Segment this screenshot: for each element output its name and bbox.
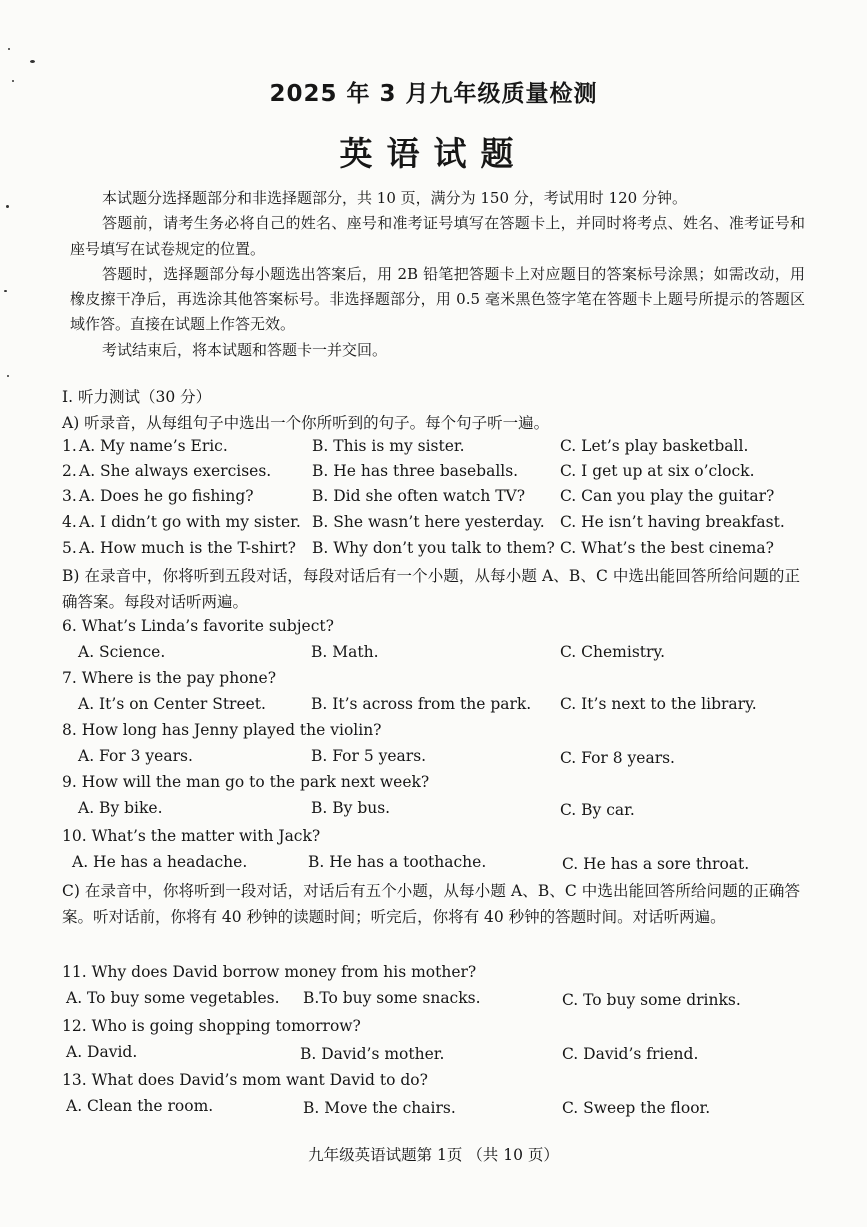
exam-instructions: [70, 186, 805, 363]
option-b: B. She wasn’t here yesterday.: [312, 513, 545, 531]
option-a: A. For 3 years.: [78, 747, 193, 765]
option-c: C. To buy some drinks.: [562, 991, 741, 1009]
option-a: A. By bike.: [78, 799, 163, 817]
option-b: B. It’s across from the park.: [311, 695, 532, 713]
question-number: 2.: [62, 462, 77, 480]
question-text: 12. Who is going shopping tomorrow?: [62, 1017, 361, 1035]
question-text: 8. How long has Jenny played the violin?: [62, 721, 382, 739]
option-c: C. I get up at six o’clock.: [560, 462, 755, 480]
subject-title: 英语试题: [339, 134, 528, 173]
option-b: B.To buy some snacks.: [303, 989, 481, 1007]
section-title: I. 听力测试（30 分）: [62, 388, 212, 406]
question-text: 10. What’s the matter with Jack?: [62, 827, 321, 845]
option-a: A. Clean the room.: [66, 1097, 214, 1115]
option-b: B. He has a toothache.: [308, 853, 487, 871]
scan-speck: [8, 48, 10, 50]
part-a-instruction: A) 听录音，从每组句子中选出一个你所听到的句子。每个句子听一遍。: [62, 414, 550, 432]
option-a: A. He has a headache.: [72, 853, 248, 871]
question-text: 6. What’s Linda’s favorite subject?: [62, 617, 334, 635]
option-b: B. Did she often watch TV?: [312, 487, 526, 505]
option-c: C. Can you play the guitar?: [560, 487, 775, 505]
question-text: 7. Where is the pay phone?: [62, 669, 277, 687]
option-b: B. This is my sister.: [312, 437, 465, 455]
question-number: 5.: [62, 539, 77, 557]
option-c: C. It’s next to the library.: [560, 695, 757, 713]
option-b: B. Math.: [311, 643, 379, 661]
question-text: 11. Why does David borrow money from his mother?: [62, 963, 477, 981]
exam-title: 2025 年 3 月九年级质量检测: [269, 81, 598, 107]
option-a: A. Science.: [78, 643, 166, 661]
option-a: A. How much is the T-shirt?: [79, 539, 296, 557]
part-b-instruction: B) 在录音中，你将听到五段对话，每段对话后有一个小题，从每小题 A、B、C 中选出能回答所给问题的正确答案。每段对话听两遍。: [62, 567, 800, 611]
option-a: A. To buy some vegetables.: [66, 989, 280, 1007]
page-footer: 九年级英语试题第 1页 （共 10 页）: [308, 1146, 559, 1164]
question-text: 9. How will the man go to the park next week?: [62, 773, 430, 791]
scan-speck: [4, 290, 7, 292]
question-number: 1.: [62, 437, 77, 455]
option-a: A. Does he go fishing?: [79, 487, 254, 505]
option-b: B. Why don’t you talk to them?: [312, 539, 555, 557]
option-a: A. She always exercises.: [79, 462, 272, 480]
option-b: B. By bus.: [311, 799, 391, 817]
option-c: C. Let’s play basketball.: [560, 437, 749, 455]
instruction-paragraph: 答题前，请考生务必将自己的姓名、座号和准考证号填写在答题卡上，并同时将考点、姓名、准考证号和座号填写在试卷规定的位置。: [70, 214, 805, 258]
option-a: A. My name’s Eric.: [79, 437, 228, 455]
option-c: C. What’s the best cinema?: [560, 539, 774, 557]
option-c: C. David’s friend.: [562, 1045, 699, 1063]
option-b: B. Move the chairs.: [303, 1099, 456, 1117]
option-b: B. David’s mother.: [300, 1045, 445, 1063]
option-c: C. He has a sore throat.: [562, 855, 750, 873]
option-b: B. For 5 years.: [311, 747, 427, 765]
option-a: A. It’s on Center Street.: [78, 695, 266, 713]
scan-speck: [6, 205, 9, 208]
option-c: C. By car.: [560, 801, 635, 819]
instruction-paragraph: 本试题分选择题部分和非选择题部分，共 10 页，满分为 150 分，考试用时 120 分钟。: [102, 189, 687, 207]
option-a: A. I didn’t go with my sister.: [79, 513, 301, 531]
option-c: C. Chemistry.: [560, 643, 666, 661]
option-c: C. Sweep the floor.: [562, 1099, 711, 1117]
instruction-paragraph: 答题时，选择题部分每小题选出答案后，用 2B 铅笔把答题卡上对应题目的答案标号涂黑；如需改动，用橡皮擦干净后，再选涂其他答案标号。非选择题部分，用 0.5 毫米黑色签字笔在答题卡上题号所提示的答题区域作答。直接在试题上作答无效。: [70, 264, 805, 334]
option-b: B. He has three baseballs.: [312, 462, 519, 480]
scan-speck: [7, 375, 9, 377]
option-a: A. David.: [66, 1043, 138, 1061]
option-c: C. He isn’t having breakfast.: [560, 513, 785, 531]
scan-speck: [30, 60, 35, 63]
question-text: 13. What does David’s mom want David to do?: [62, 1071, 428, 1089]
part-c-instruction: C) 在录音中，你将听到一段对话，对话后有五个小题，从每小题 A、B、C 中选出能回答所给问题的正确答案。听对话前，你将有 40 秒钟的读题时间；听完后，你将有 40 秒钟的答题时间。对话听两遍。: [62, 882, 800, 926]
question-number: 3.: [62, 487, 77, 505]
instruction-paragraph: 考试结束后，将本试题和答题卡一并交回。: [102, 340, 388, 359]
question-number: 4.: [62, 513, 77, 531]
option-c: C. For 8 years.: [560, 749, 675, 767]
